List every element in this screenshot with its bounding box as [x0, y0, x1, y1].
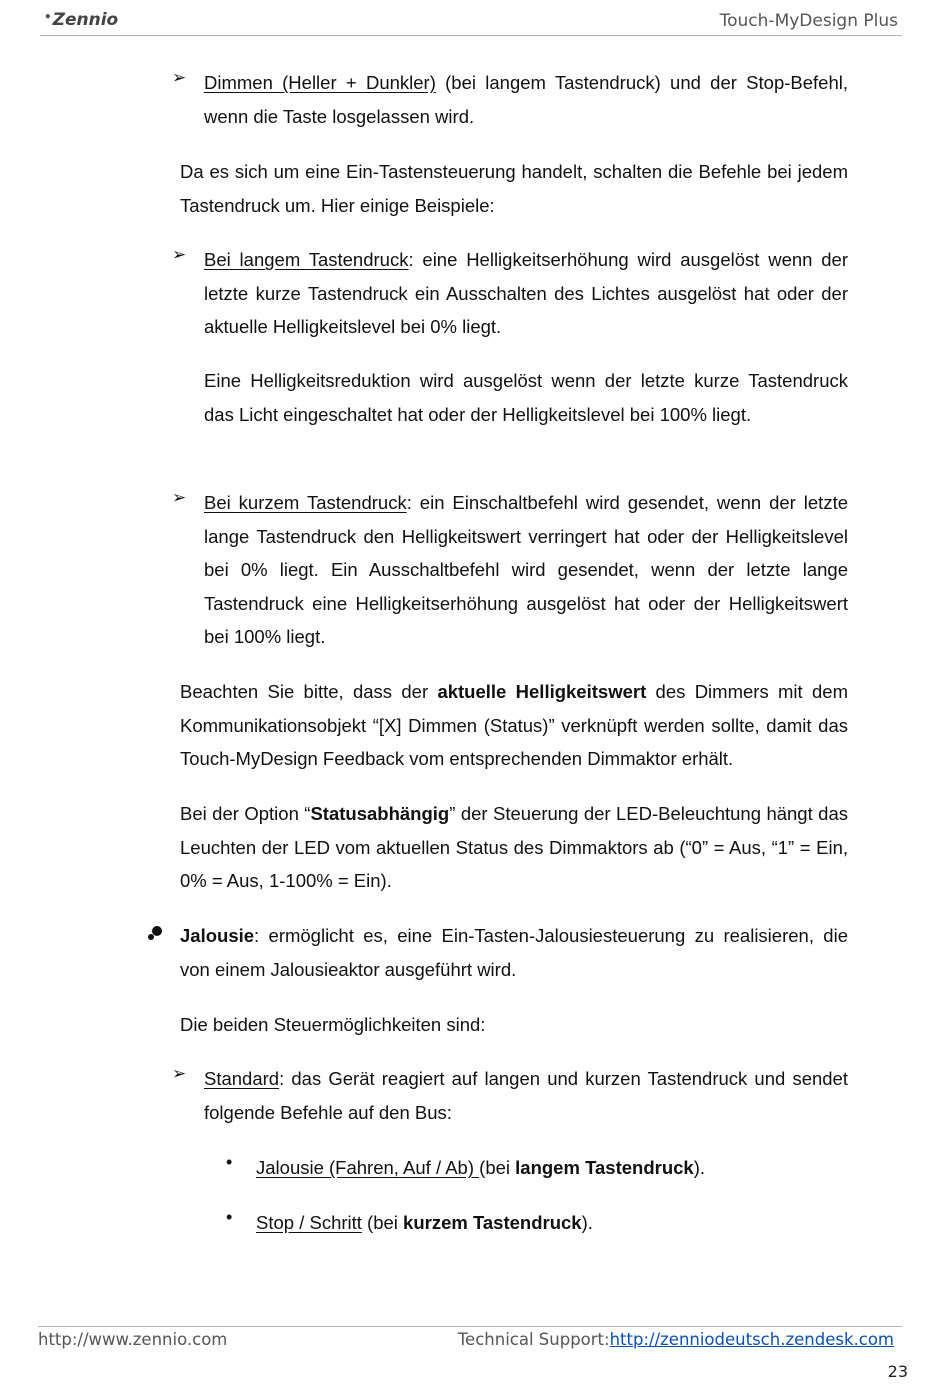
stop-command-item: Stop / Schritt (bei kurzem Tastendruck). — [256, 1212, 593, 1233]
reduction-paragraph: Eine Helligkeitsreduktion wird ausgelöst wenn der letzte kurze Tastendruck das Licht eingeschaltet hat oder der Helligkeitslevel bei 100% liegt. — [204, 370, 848, 425]
footer-divider — [38, 1326, 902, 1327]
website-url: http://www.zennio.com — [38, 1330, 228, 1349]
standard-item: Standard: das Gerät reagiert auf langen und kurzen Tastendruck und sendet folgende Befehle auf den Bus: — [204, 1068, 848, 1123]
dimmen-item: Dimmen (Heller + Dunkler) (bei langem Tastendruck) und der Stop-Befehl, wenn die Taste losgelassen wird. — [204, 72, 848, 127]
bullet-dot-icon: • — [226, 1152, 233, 1172]
jalousie-term: Jalousie — [180, 925, 255, 946]
arrow-bullet-icon: ➢ — [172, 245, 187, 265]
document-title: Touch-MyDesign Plus — [719, 11, 898, 31]
round-bullet-icon — [148, 926, 162, 940]
long-press-term: Bei langem Tastendruck — [204, 249, 409, 270]
arrow-bullet-icon: ➢ — [172, 68, 187, 88]
arrow-bullet-icon: ➢ — [172, 1064, 187, 1084]
bullet-dot-icon: • — [226, 1207, 233, 1227]
status-note-paragraph: Beachten Sie bitte, dass der aktuelle Helligkeitswert des Dimmers mit dem Kommunikationsobjekt “[X] Dimmen (Status)” verknüpft werden sollte, damit das Touch-MyDesign Feedback vom entsprechenden Dimmaktor erhält. — [180, 681, 848, 769]
support-link[interactable]: http://zenniodeutsch.zendesk.com — [609, 1330, 894, 1349]
dimmen-term: Dimmen (Heller + Dunkler) — [204, 72, 436, 93]
support-info: Technical Support:http://zenniodeutsch.zendesk.com — [457, 1330, 894, 1349]
header-divider — [40, 35, 902, 36]
short-press-item: Bei kurzem Tastendruck: ein Einschaltbefehl wird gesendet, wenn der letzte lange Tastendruck den Helligkeitswert verringert hat oder der Helligkeitslevel bei 0% liegt. Ein Ausschaltbefehl wird gesendet, wenn der letzte lange Tastendruck eine Helligkeitserhöhung ausgelöst hat oder der Helligkeitswert bei 100% liegt. — [204, 492, 848, 647]
control-options-heading: Die beiden Steuermöglichkeiten sind: — [180, 1014, 486, 1035]
intro-paragraph: Da es sich um eine Ein-Tastensteuerung handelt, schalten die Befehle bei jedem Tastendruck um. Hier einige Beispiele: — [180, 161, 848, 216]
zennio-logo: •Zennio — [44, 10, 119, 30]
jalousie-paragraph: Jalousie: ermöglicht es, eine Ein-Tasten-Jalousiesteuerung zu realisieren, die von einem Jalousieaktor ausgeführt wird. — [180, 925, 848, 980]
standard-term: Standard — [204, 1068, 280, 1089]
short-press-term: Bei kurzem Tastendruck — [204, 492, 407, 513]
long-press-item: Bei langem Tastendruck: eine Helligkeitserhöhung wird ausgelöst wenn der letzte kurze Tastendruck ein Ausschalten des Lichtes ausgelöst hat oder der aktuelle Helligkeitslevel bei 0% liegt. — [204, 249, 848, 337]
page-number: 23 — [887, 1362, 908, 1381]
led-option-paragraph: Bei der Option “Statusabhängig” der Steuerung der LED-Beleuchtung hängt das Leuchten der LED vom aktuellen Status des Dimmaktors ab (“0” = Aus, “1” = Ein, 0% = Aus, 1-100% = Ein). — [180, 803, 848, 891]
arrow-bullet-icon: ➢ — [172, 488, 187, 508]
jalousie-command-item: Jalousie (Fahren, Auf / Ab) (bei langem Tastendruck). — [256, 1157, 706, 1178]
